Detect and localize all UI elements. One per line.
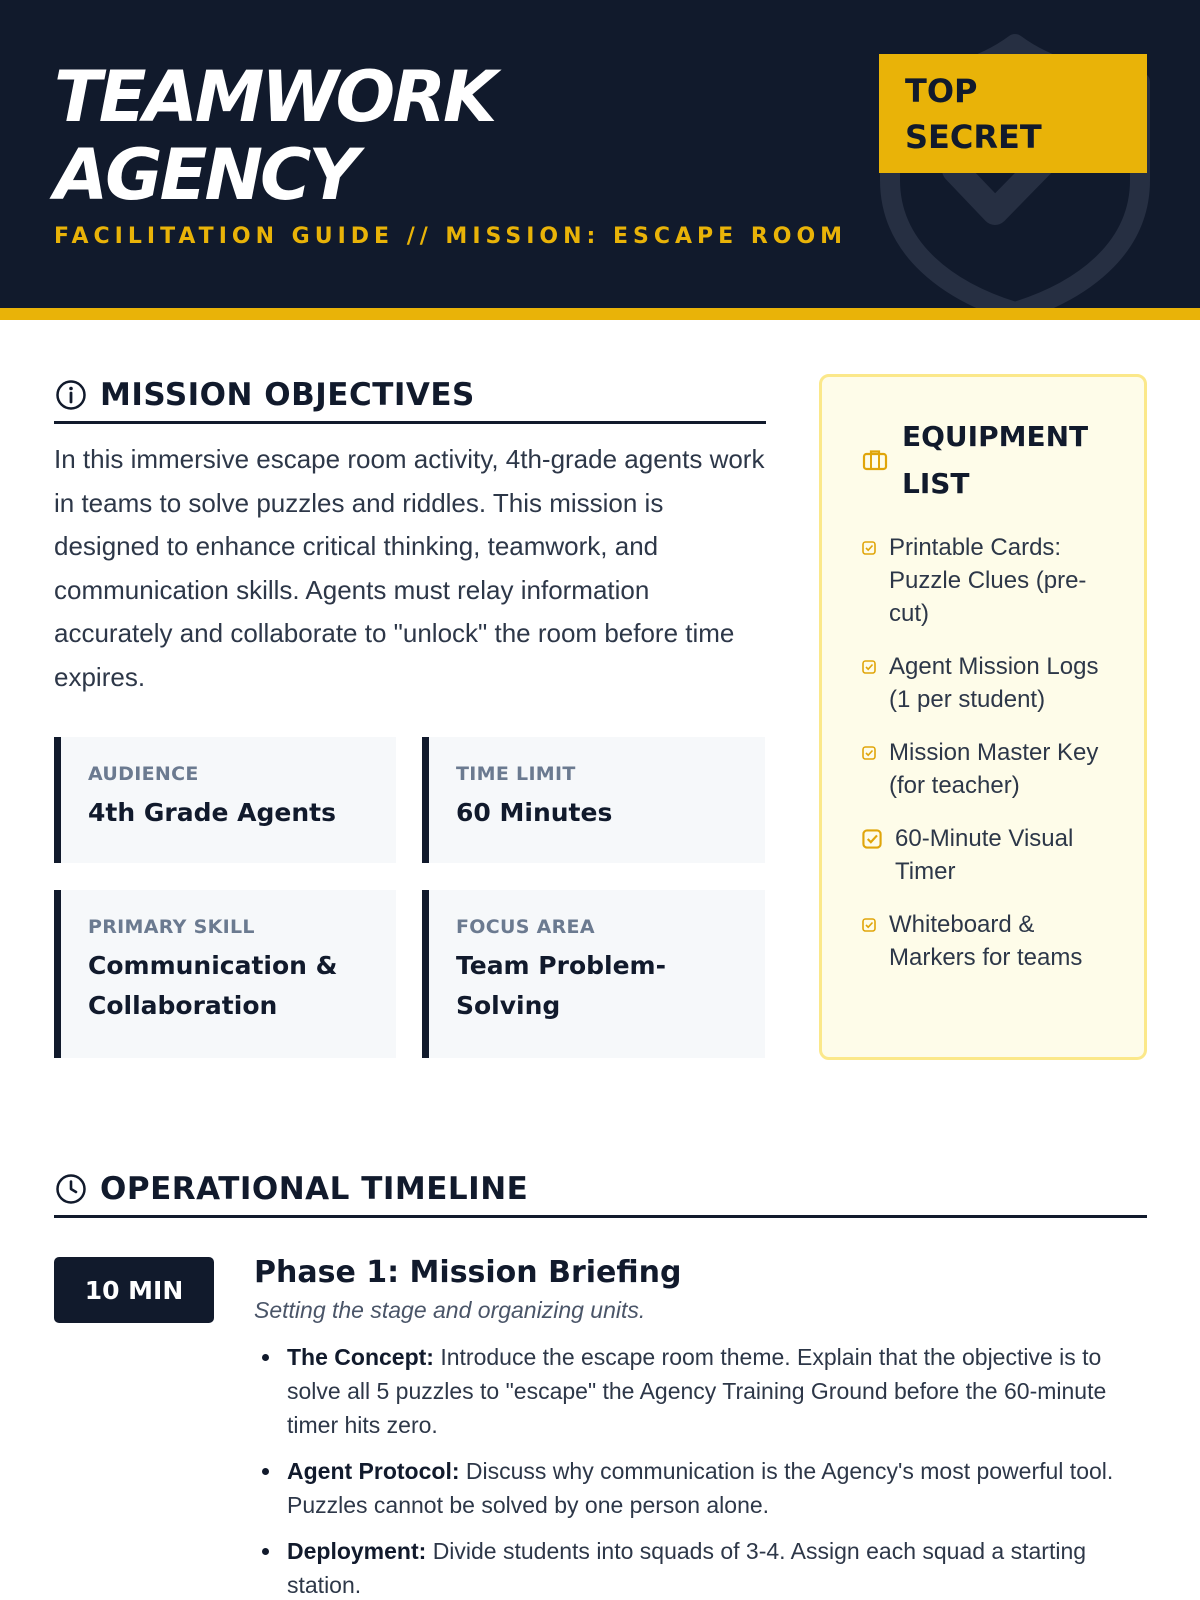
page-header xyxy=(0,0,1200,308)
title-line-1: TEAMWORK xyxy=(54,56,495,138)
phase-bullet xyxy=(254,1534,1147,1600)
equipment-item xyxy=(862,822,1104,888)
phase-duration-badge: 10 MIN xyxy=(54,1257,214,1323)
phase-title: Phase 1: Mission Briefing xyxy=(254,1255,682,1290)
card-label: AUDIENCE xyxy=(88,763,199,785)
stamp-line-2: SECRET xyxy=(905,118,1042,156)
checkbox-icon xyxy=(862,822,892,855)
equipment-item-label: Whiteboard & Markers for teams xyxy=(889,911,1083,971)
equipment-item xyxy=(862,908,1104,974)
card-label: PRIMARY SKILL xyxy=(88,916,255,938)
equipment-item-label: Mission Master Key (for teacher) xyxy=(889,739,1099,799)
phase-bullet xyxy=(254,1340,1147,1442)
equipment-heading xyxy=(862,413,1104,507)
info-card-focus-area xyxy=(422,890,765,1058)
bullet-text: Introduce the escape room theme. Explain that the objective is to solve all 5 puzzles to "escape" the Agency Training Ground before the 60-minute timer hits zero. xyxy=(287,1344,1107,1438)
page-subtitle: FACILITATION GUIDE // MISSION: ESCAPE ROOM xyxy=(54,224,848,249)
equipment-item-label: Printable Cards: Puzzle Clues (pre-cut) xyxy=(889,534,1087,627)
equipment-panel xyxy=(819,374,1147,1060)
objectives-intro: In this immersive escape room activity, 4th-grade agents work in teams to solve puzzles and riddles. This mission is designed to enhance critical thinking, teamwork, and communication skills. Agents must relay information accurately and collaborate to "unlock" the room before time expires. xyxy=(54,444,765,692)
equipment-title: EQUIPMENT LIST xyxy=(902,420,1089,500)
equipment-item-label: Agent Mission Logs (1 per student) xyxy=(889,653,1099,713)
clock-icon xyxy=(54,1172,88,1206)
info-card-audience xyxy=(54,737,396,863)
timeline-title: OPERATIONAL TIMELINE xyxy=(100,1170,529,1207)
timeline-heading xyxy=(54,1168,1147,1218)
equipment-item-label: 60-Minute Visual Timer xyxy=(895,825,1074,885)
bullet-term: The Concept: xyxy=(287,1344,434,1370)
bullet-term: Deployment: xyxy=(287,1538,427,1564)
card-label: TIME LIMIT xyxy=(456,763,576,785)
phase-subtitle: Setting the stage and organizing units. xyxy=(254,1297,646,1323)
bullet-text: Discuss why communication is the Agency's most powerful tool. Puzzles cannot be solved by one person alone. xyxy=(287,1458,1114,1518)
bullet-term: Agent Protocol: xyxy=(287,1458,460,1484)
top-secret-stamp xyxy=(879,54,1147,173)
info-card-time-limit xyxy=(422,737,765,863)
info-card-primary-skill xyxy=(54,890,396,1058)
equipment-item xyxy=(862,531,1104,630)
card-value: 60 Minutes xyxy=(456,798,613,827)
card-value: 4th Grade Agents xyxy=(88,798,336,827)
checkbox-icon xyxy=(862,736,886,769)
objectives-heading xyxy=(54,374,766,424)
briefcase-icon xyxy=(862,446,888,474)
title-line-2: AGENCY xyxy=(54,134,357,216)
page-title xyxy=(54,58,494,214)
equipment-item xyxy=(862,736,1104,802)
card-value: Team Problem-Solving xyxy=(456,951,666,1020)
checkbox-icon xyxy=(862,650,886,683)
phase-bullet xyxy=(254,1454,1147,1522)
header-stripe xyxy=(0,308,1200,320)
objectives-title: MISSION OBJECTIVES xyxy=(100,376,475,413)
phase-bullet-list xyxy=(254,1340,1147,1600)
equipment-item xyxy=(862,650,1104,716)
card-label: FOCUS AREA xyxy=(456,916,595,938)
bullet-text: Divide students into squads of 3-4. Assign each squad a starting station. xyxy=(287,1538,1087,1598)
checkbox-icon xyxy=(862,531,886,564)
checkbox-icon xyxy=(862,908,886,941)
info-icon xyxy=(54,378,88,412)
stamp-line-1: TOP xyxy=(905,72,978,110)
equipment-list xyxy=(862,531,1104,974)
card-value: Communication & Collaboration xyxy=(88,951,338,1020)
